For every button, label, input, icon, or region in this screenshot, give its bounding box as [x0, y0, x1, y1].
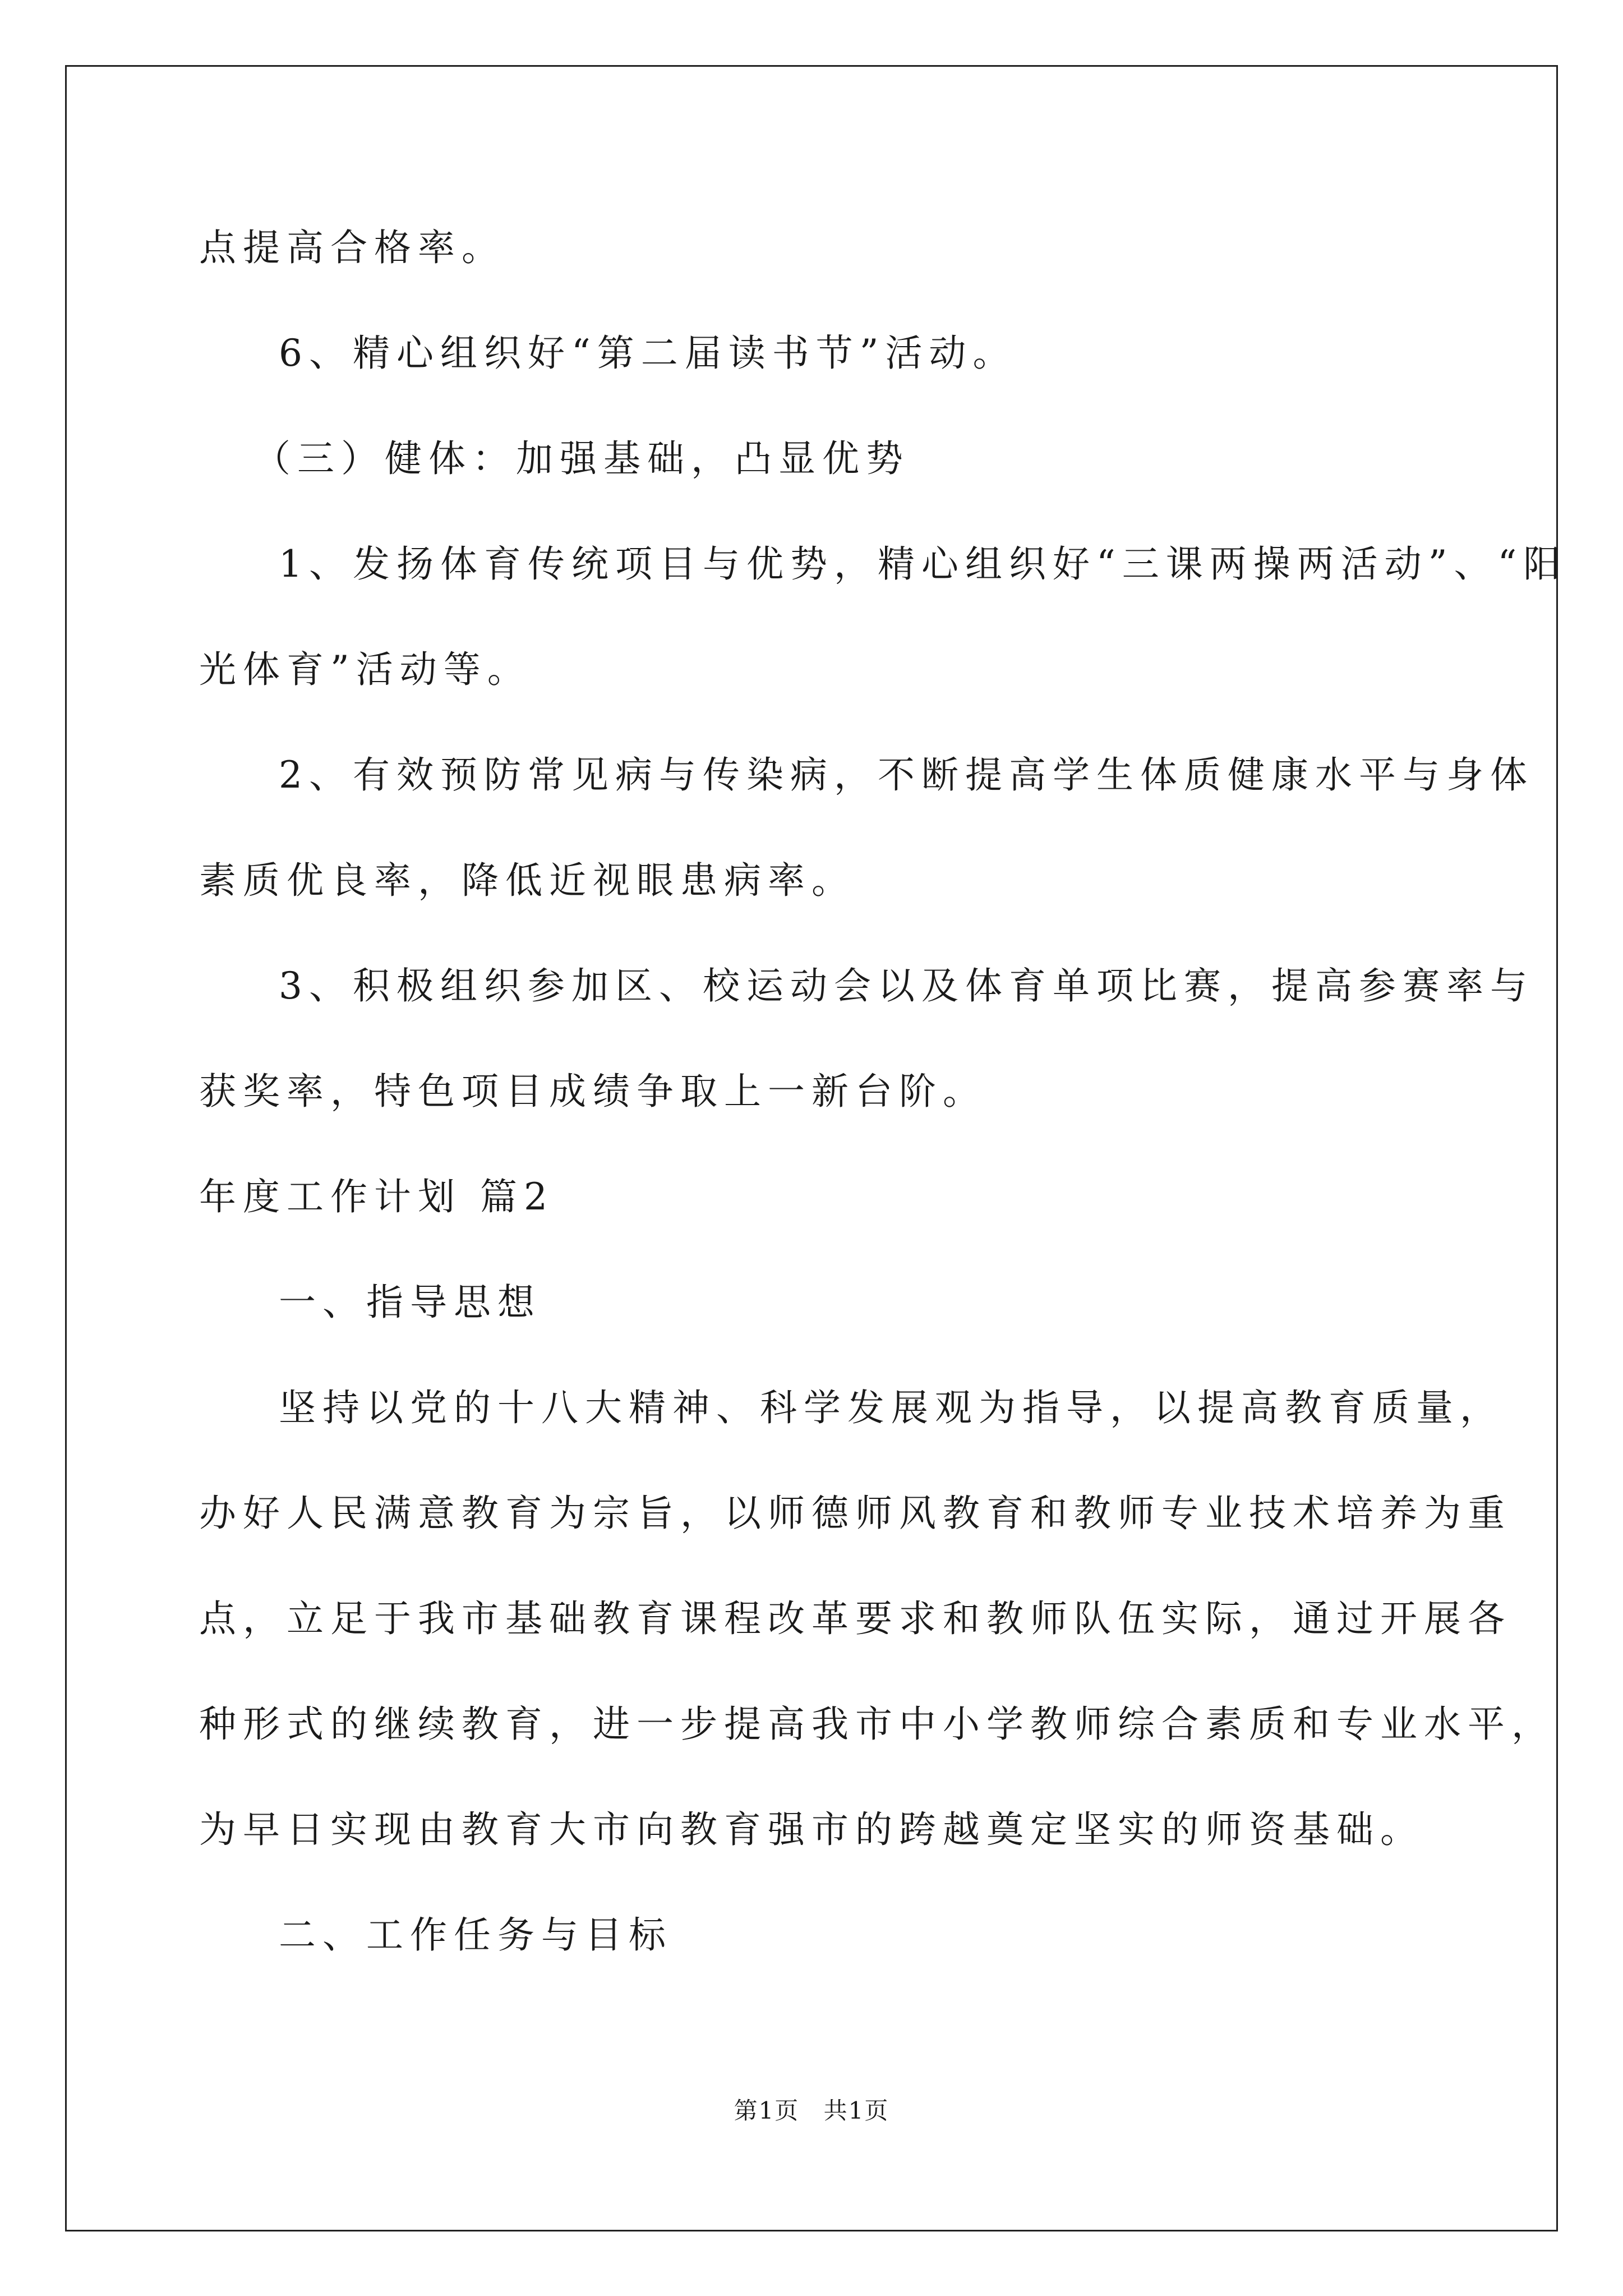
- page-total: 共1页: [823, 2097, 889, 2124]
- paragraph-line: 坚持以党的十八大精神、科学发展观为指导，以提高教育质量，: [279, 1386, 1504, 1429]
- paragraph-line: 种形式的继续教育，进一步提高我市中小学教师综合素质和专业水平，: [199, 1703, 1555, 1746]
- paragraph-line: 办好人民满意教育为宗旨，以师德师风教育和教师专业技术培养为重: [199, 1492, 1511, 1535]
- page-border: [65, 65, 1558, 2231]
- page-footer: [0, 2097, 1623, 2125]
- paragraph-line: 光体育”活动等。: [199, 648, 531, 691]
- document-title: 年度工作计划 篇2: [199, 1175, 554, 1218]
- section-heading: （三）健体：加强基础，凸显优势: [253, 437, 910, 480]
- paragraph-line: 点，立足于我市基础教育课程改革要求和教师队伍实际，通过开展各: [199, 1597, 1511, 1640]
- page-number: 第1页: [734, 2097, 800, 2124]
- paragraph-line: 素质优良率，降低近视眼患病率。: [199, 859, 855, 902]
- paragraph-line: 2、有效预防常见病与传染病，不断提高学生体质健康水平与身体: [279, 753, 1534, 797]
- section-heading: 二、工作任务与目标: [279, 1913, 672, 1957]
- paragraph-line: 3、积极组织参加区、校运动会以及体育单项比赛，提高参赛率与: [279, 964, 1534, 1007]
- section-heading: 一、指导思想: [279, 1281, 541, 1324]
- paragraph-line: 点提高合格率。: [199, 226, 505, 269]
- paragraph-line: 为早日实现由教育大市向教育强市的跨越奠定坚实的师资基础。: [199, 1808, 1424, 1851]
- paragraph-line: 获奖率，特色项目成绩争取上一新台阶。: [199, 1070, 986, 1113]
- paragraph-line: 6、精心组织好“第二届读书节”活动。: [279, 332, 1017, 375]
- paragraph-line: 1、发扬体育传统项目与优势，精心组织好“三课两操两活动”、“阳: [279, 542, 1567, 586]
